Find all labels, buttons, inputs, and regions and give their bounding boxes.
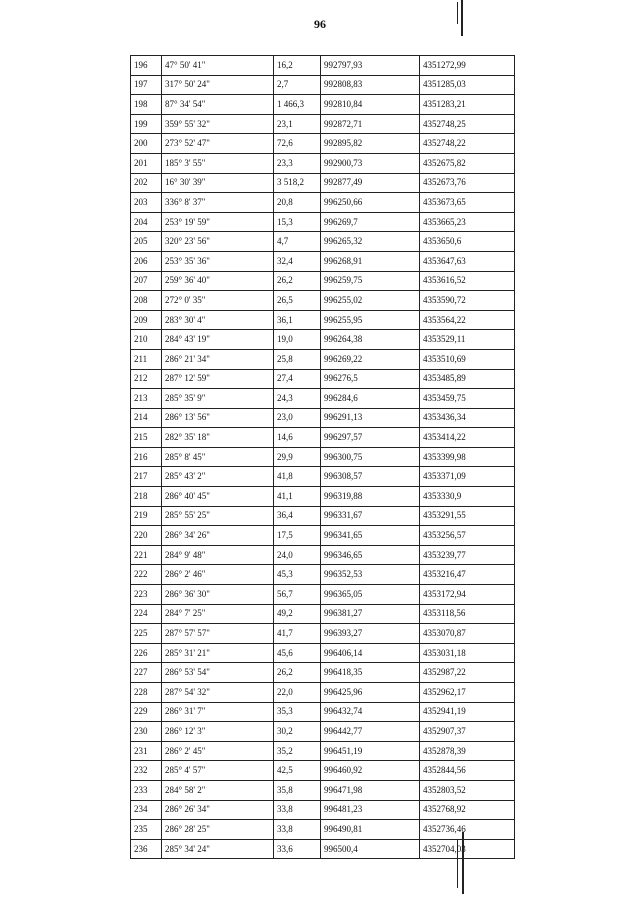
coord-y-cell: 4353510,69: [420, 349, 515, 369]
distance-cell: 27,4: [274, 369, 321, 389]
coord-y-cell: 4352704,03: [420, 839, 515, 859]
coord-y-cell: 4353436,34: [420, 408, 515, 428]
bearing-angle-cell: 285° 43' 2": [162, 467, 274, 487]
bearing-angle-cell: 287° 12' 59": [162, 369, 274, 389]
coord-y-cell: 4352748,22: [420, 134, 515, 154]
distance-cell: 25,8: [274, 349, 321, 369]
point-number-cell: 205: [131, 232, 162, 252]
point-number-cell: 227: [131, 663, 162, 683]
table-row: [131, 349, 515, 369]
distance-cell: 20,8: [274, 193, 321, 213]
coord-x-cell: 996284,6: [321, 389, 420, 409]
distance-cell: 56,7: [274, 585, 321, 605]
coord-x-cell: 996250,66: [321, 193, 420, 213]
table-row: [131, 839, 515, 859]
bearing-angle-cell: 286° 13' 56": [162, 408, 274, 428]
distance-cell: 33,8: [274, 820, 321, 840]
table-row: [131, 193, 515, 213]
point-number-cell: 199: [131, 114, 162, 134]
table-row: [131, 467, 515, 487]
coord-y-cell: 4352675,82: [420, 153, 515, 173]
bearing-angle-cell: 359° 55' 32": [162, 114, 274, 134]
point-number-cell: 214: [131, 408, 162, 428]
coord-x-cell: 992872,71: [321, 114, 420, 134]
point-number-cell: 210: [131, 330, 162, 350]
point-number-cell: 232: [131, 761, 162, 781]
coord-y-cell: 4352844,56: [420, 761, 515, 781]
distance-cell: 72,6: [274, 134, 321, 154]
table-row: [131, 369, 515, 389]
table-row: [131, 624, 515, 644]
point-number-cell: 228: [131, 683, 162, 703]
distance-cell: 45,6: [274, 643, 321, 663]
table-row: [131, 56, 515, 76]
coord-y-cell: 4353216,47: [420, 565, 515, 585]
table-row: [131, 545, 515, 565]
coord-x-cell: 996471,98: [321, 780, 420, 800]
bearing-angle-cell: 320° 23' 56": [162, 232, 274, 252]
point-number-cell: 206: [131, 251, 162, 271]
distance-cell: 22,0: [274, 683, 321, 703]
coord-x-cell: 996268,91: [321, 251, 420, 271]
table-row: [131, 800, 515, 820]
coord-y-cell: 4353616,52: [420, 271, 515, 291]
coord-y-cell: 4353647,63: [420, 251, 515, 271]
table-row: [131, 251, 515, 271]
point-number-cell: 197: [131, 75, 162, 95]
coord-x-cell: 996276,5: [321, 369, 420, 389]
distance-cell: 35,8: [274, 780, 321, 800]
distance-cell: 35,2: [274, 741, 321, 761]
bearing-angle-cell: 253° 19' 59": [162, 212, 274, 232]
coord-y-cell: 4353399,98: [420, 447, 515, 467]
distance-cell: 23,3: [274, 153, 321, 173]
coord-y-cell: 4352803,52: [420, 780, 515, 800]
distance-cell: 30,2: [274, 722, 321, 742]
table-row: [131, 663, 515, 683]
coord-y-cell: 4352962,17: [420, 683, 515, 703]
bearing-angle-cell: 285° 31' 21": [162, 643, 274, 663]
table-row: [131, 585, 515, 605]
point-number-cell: 201: [131, 153, 162, 173]
coord-x-cell: 996346,65: [321, 545, 420, 565]
bearing-angle-cell: 282° 35' 18": [162, 428, 274, 448]
distance-cell: 36,4: [274, 506, 321, 526]
point-number-cell: 219: [131, 506, 162, 526]
bearing-angle-cell: 284° 9' 48": [162, 545, 274, 565]
point-number-cell: 204: [131, 212, 162, 232]
table-row: [131, 565, 515, 585]
coord-y-cell: 4352768,92: [420, 800, 515, 820]
coord-y-cell: 4353665,23: [420, 212, 515, 232]
point-number-cell: 234: [131, 800, 162, 820]
point-number-cell: 212: [131, 369, 162, 389]
point-number-cell: 207: [131, 271, 162, 291]
distance-cell: 14,6: [274, 428, 321, 448]
coord-x-cell: 996365,05: [321, 585, 420, 605]
bearing-angle-cell: 284° 58' 2": [162, 780, 274, 800]
table-row: [131, 643, 515, 663]
bearing-angle-cell: 285° 8' 45": [162, 447, 274, 467]
table-row: [131, 134, 515, 154]
distance-cell: 19,0: [274, 330, 321, 350]
table-row: [131, 408, 515, 428]
table-row: [131, 173, 515, 193]
bearing-angle-cell: 87° 34' 54": [162, 95, 274, 115]
bearing-angle-cell: 273° 52' 47": [162, 134, 274, 154]
table-row: [131, 526, 515, 546]
point-number-cell: 216: [131, 447, 162, 467]
table-row: [131, 428, 515, 448]
point-number-cell: 222: [131, 565, 162, 585]
distance-cell: 23,1: [274, 114, 321, 134]
bearing-angle-cell: 285° 4' 57": [162, 761, 274, 781]
coord-x-cell: 996291,13: [321, 408, 420, 428]
bearing-angle-cell: 287° 57' 57": [162, 624, 274, 644]
distance-cell: 26,5: [274, 291, 321, 311]
bearing-angle-cell: 272° 0' 35": [162, 291, 274, 311]
point-number-cell: 223: [131, 585, 162, 605]
distance-cell: 26,2: [274, 271, 321, 291]
bearing-angle-cell: 317° 50' 24": [162, 75, 274, 95]
bearing-angle-cell: 336° 8' 37": [162, 193, 274, 213]
bearing-angle-cell: 286° 26' 34": [162, 800, 274, 820]
point-number-cell: 226: [131, 643, 162, 663]
distance-cell: 35,3: [274, 702, 321, 722]
point-number-cell: 217: [131, 467, 162, 487]
coord-x-cell: 996381,27: [321, 604, 420, 624]
table-row: [131, 95, 515, 115]
coord-y-cell: 4352736,46: [420, 820, 515, 840]
coord-x-cell: 996264,38: [321, 330, 420, 350]
point-number-cell: 209: [131, 310, 162, 330]
bearing-angle-cell: 284° 7' 25": [162, 604, 274, 624]
coord-y-cell: 4351285,03: [420, 75, 515, 95]
coord-x-cell: 992877,49: [321, 173, 420, 193]
bearing-angle-cell: 286° 40' 45": [162, 487, 274, 507]
coord-y-cell: 4353330,9: [420, 487, 515, 507]
coord-y-cell: 4353650,6: [420, 232, 515, 252]
table-row: [131, 114, 515, 134]
point-number-cell: 233: [131, 780, 162, 800]
coord-y-cell: 4353291,55: [420, 506, 515, 526]
coord-y-cell: 4353031,18: [420, 643, 515, 663]
bearing-angle-cell: 286° 28' 25": [162, 820, 274, 840]
table-row: [131, 212, 515, 232]
table-row: [131, 702, 515, 722]
coord-y-cell: 4353590,72: [420, 291, 515, 311]
point-number-cell: 196: [131, 56, 162, 76]
table-row: [131, 447, 515, 467]
coord-x-cell: 992808,83: [321, 75, 420, 95]
coord-y-cell: 4352878,39: [420, 741, 515, 761]
coord-x-cell: 996442,77: [321, 722, 420, 742]
coord-y-cell: 4352941,19: [420, 702, 515, 722]
coord-y-cell: 4353239,77: [420, 545, 515, 565]
bearing-angle-cell: 286° 34' 26": [162, 526, 274, 546]
table-row: [131, 780, 515, 800]
bearing-angle-cell: 285° 35' 9": [162, 389, 274, 409]
bearing-angle-cell: 47° 50' 41": [162, 56, 274, 76]
distance-cell: 41,8: [274, 467, 321, 487]
coordinates-table-body: [131, 56, 515, 859]
point-number-cell: 200: [131, 134, 162, 154]
distance-cell: 33,8: [274, 800, 321, 820]
coord-y-cell: 4352748,25: [420, 114, 515, 134]
table-row: [131, 330, 515, 350]
coord-x-cell: 996490,81: [321, 820, 420, 840]
point-number-cell: 215: [131, 428, 162, 448]
table-row: [131, 722, 515, 742]
point-number-cell: 235: [131, 820, 162, 840]
bearing-angle-cell: 286° 2' 46": [162, 565, 274, 585]
table-row: [131, 761, 515, 781]
coord-y-cell: 4353564,22: [420, 310, 515, 330]
distance-cell: 2,7: [274, 75, 321, 95]
bearing-angle-cell: 286° 36' 30": [162, 585, 274, 605]
distance-cell: 26,2: [274, 663, 321, 683]
bearing-angle-cell: 286° 2' 45": [162, 741, 274, 761]
table-row: [131, 291, 515, 311]
coordinates-table: [130, 55, 515, 859]
page-number: 96: [314, 17, 326, 31]
coord-x-cell: 996406,14: [321, 643, 420, 663]
distance-cell: 16,2: [274, 56, 321, 76]
table-row: [131, 683, 515, 703]
coord-y-cell: 4353485,89: [420, 369, 515, 389]
point-number-cell: 231: [131, 741, 162, 761]
coord-x-cell: 996255,02: [321, 291, 420, 311]
distance-cell: 32,4: [274, 251, 321, 271]
distance-cell: 4,7: [274, 232, 321, 252]
table-row: [131, 487, 515, 507]
coord-y-cell: 4352907,37: [420, 722, 515, 742]
coord-y-cell: 4353459,75: [420, 389, 515, 409]
table-row: [131, 310, 515, 330]
point-number-cell: 202: [131, 173, 162, 193]
coord-x-cell: 996451,19: [321, 741, 420, 761]
point-number-cell: 213: [131, 389, 162, 409]
coord-x-cell: 996255,95: [321, 310, 420, 330]
coord-x-cell: 996308,57: [321, 467, 420, 487]
table-row: [131, 820, 515, 840]
coord-y-cell: 4353673,65: [420, 193, 515, 213]
point-number-cell: 229: [131, 702, 162, 722]
scan-artifact-line: [461, 0, 463, 36]
coord-y-cell: 4353070,87: [420, 624, 515, 644]
distance-cell: 49,2: [274, 604, 321, 624]
table-row: [131, 271, 515, 291]
bearing-angle-cell: 287° 54' 32": [162, 683, 274, 703]
distance-cell: 1 466,3: [274, 95, 321, 115]
distance-cell: 24,0: [274, 545, 321, 565]
distance-cell: 15,3: [274, 212, 321, 232]
bearing-angle-cell: 285° 34' 24": [162, 839, 274, 859]
bearing-angle-cell: 286° 21' 34": [162, 349, 274, 369]
point-number-cell: 221: [131, 545, 162, 565]
coord-y-cell: 4353371,09: [420, 467, 515, 487]
coord-x-cell: 996393,27: [321, 624, 420, 644]
point-number-cell: 203: [131, 193, 162, 213]
coord-x-cell: 996319,88: [321, 487, 420, 507]
distance-cell: 3 518,2: [274, 173, 321, 193]
coord-x-cell: 996269,22: [321, 349, 420, 369]
table-row: [131, 75, 515, 95]
coord-x-cell: 992797,93: [321, 56, 420, 76]
point-number-cell: 225: [131, 624, 162, 644]
point-number-cell: 208: [131, 291, 162, 311]
distance-cell: 29,9: [274, 447, 321, 467]
bearing-angle-cell: 286° 12' 3": [162, 722, 274, 742]
distance-cell: 41,7: [274, 624, 321, 644]
coord-x-cell: 996259,75: [321, 271, 420, 291]
coord-y-cell: 4351272,99: [420, 56, 515, 76]
point-number-cell: 220: [131, 526, 162, 546]
coord-y-cell: 4351283,21: [420, 95, 515, 115]
coord-x-cell: 996352,53: [321, 565, 420, 585]
coord-x-cell: 996297,57: [321, 428, 420, 448]
coord-y-cell: 4353256,57: [420, 526, 515, 546]
table-row: [131, 604, 515, 624]
coord-y-cell: 4353172,94: [420, 585, 515, 605]
distance-cell: 45,3: [274, 565, 321, 585]
coord-x-cell: 996425,96: [321, 683, 420, 703]
table-row: [131, 389, 515, 409]
table-row: [131, 506, 515, 526]
distance-cell: 41,1: [274, 487, 321, 507]
scan-artifact-line: [457, 2, 458, 24]
bearing-angle-cell: 185° 3' 55": [162, 153, 274, 173]
coord-x-cell: 996331,67: [321, 506, 420, 526]
coord-x-cell: 996481,23: [321, 800, 420, 820]
bearing-angle-cell: 285° 55' 25": [162, 506, 274, 526]
distance-cell: 33,6: [274, 839, 321, 859]
coord-x-cell: 996269,7: [321, 212, 420, 232]
coord-x-cell: 992900,73: [321, 153, 420, 173]
coord-x-cell: 996460,92: [321, 761, 420, 781]
point-number-cell: 218: [131, 487, 162, 507]
point-number-cell: 230: [131, 722, 162, 742]
coord-x-cell: 996432,74: [321, 702, 420, 722]
bearing-angle-cell: 253° 35' 36": [162, 251, 274, 271]
distance-cell: 36,1: [274, 310, 321, 330]
bearing-angle-cell: 16° 30' 39": [162, 173, 274, 193]
coord-y-cell: 4352673,76: [420, 173, 515, 193]
point-number-cell: 236: [131, 839, 162, 859]
coord-x-cell: 992895,82: [321, 134, 420, 154]
point-number-cell: 211: [131, 349, 162, 369]
table-row: [131, 153, 515, 173]
coord-x-cell: 996418,35: [321, 663, 420, 683]
bearing-angle-cell: 286° 53' 54": [162, 663, 274, 683]
bearing-angle-cell: 259° 36' 40": [162, 271, 274, 291]
coord-x-cell: 996341,65: [321, 526, 420, 546]
distance-cell: 42,5: [274, 761, 321, 781]
distance-cell: 23,0: [274, 408, 321, 428]
coord-x-cell: 996500,4: [321, 839, 420, 859]
coord-x-cell: 996300,75: [321, 447, 420, 467]
table-row: [131, 232, 515, 252]
point-number-cell: 198: [131, 95, 162, 115]
bearing-angle-cell: 283° 30' 4": [162, 310, 274, 330]
distance-cell: 24,3: [274, 389, 321, 409]
table-row: [131, 741, 515, 761]
coord-x-cell: 992810,84: [321, 95, 420, 115]
bearing-angle-cell: 286° 31' 7": [162, 702, 274, 722]
bearing-angle-cell: 284° 43' 19": [162, 330, 274, 350]
coord-x-cell: 996265,32: [321, 232, 420, 252]
coord-y-cell: 4353118,56: [420, 604, 515, 624]
coord-y-cell: 4353414,22: [420, 428, 515, 448]
coord-y-cell: 4352987,22: [420, 663, 515, 683]
point-number-cell: 224: [131, 604, 162, 624]
coord-y-cell: 4353529,11: [420, 330, 515, 350]
distance-cell: 17,5: [274, 526, 321, 546]
